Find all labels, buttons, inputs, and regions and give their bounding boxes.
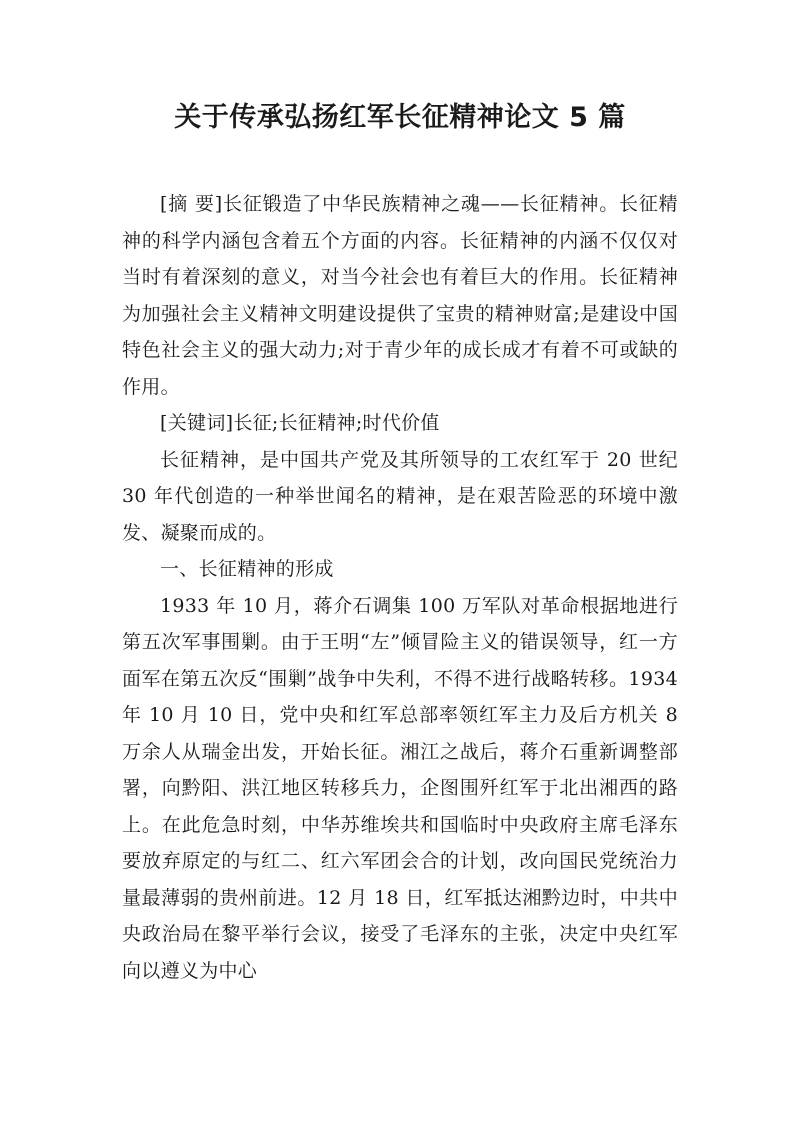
abstract-paragraph: [摘 要]长征锻造了中华民族精神之魂——长征精神。长征精神的科学内涵包含着五个方面的内容。长征精神的内涵不仅仅对当时有着深刻的意义，对当今社会也有着巨大的作用。长征精神为加强社会主义精神文明建设提供了宝贵的精神财富;是建设中国特色社会主义的强大动力;对于青少年的成长成才有着不可或缺的作用。: [122, 193, 678, 398]
document-title: 关于传承弘扬红军长征精神论文 5 篇: [174, 102, 626, 133]
intro-paragraph: 长征精神，是中国共产党及其所领导的工农红军于 20 世纪 30 年代创造的一种举世闻名的精神，是在艰苦险恶的环境中激发、凝聚而成的。: [122, 448, 678, 544]
keywords-paragraph: [关键词]长征;长征精神;时代价值: [160, 412, 440, 434]
document-body: [122, 186, 678, 989]
body-paragraph: 1933 年 10 月，蒋介石调集 100 万军队对革命根据地进行第五次军事围剿。由于王明“左”倾冒险主义的错误领导，红一方面军在第五次反“围剿”战争中失利，不得不进行战略转移。1934 年 10 月 10 日，党中央和红军总部率领红军主力及后方机关 8 万余人从瑞金出发，开始长征。湘江之战后，蒋介石重新调整部署，向黔阳、洪江地区转移兵力，企图围歼红军于北出湘西的路上。在此危急时刻，中华苏维埃共和国临时中央政府主席毛泽东要放弃原定的与红二、红六军团会合的计划，改向国民党统治力量最薄弱的贵州前进。12 月 18 日，红军抵达湘黔边时，中共中央政治局在黎平举行会议，接受了毛泽东的主张，决定中央红军向以遵义为中心: [122, 594, 678, 982]
section-heading: 一、长征精神的形成: [160, 558, 334, 580]
